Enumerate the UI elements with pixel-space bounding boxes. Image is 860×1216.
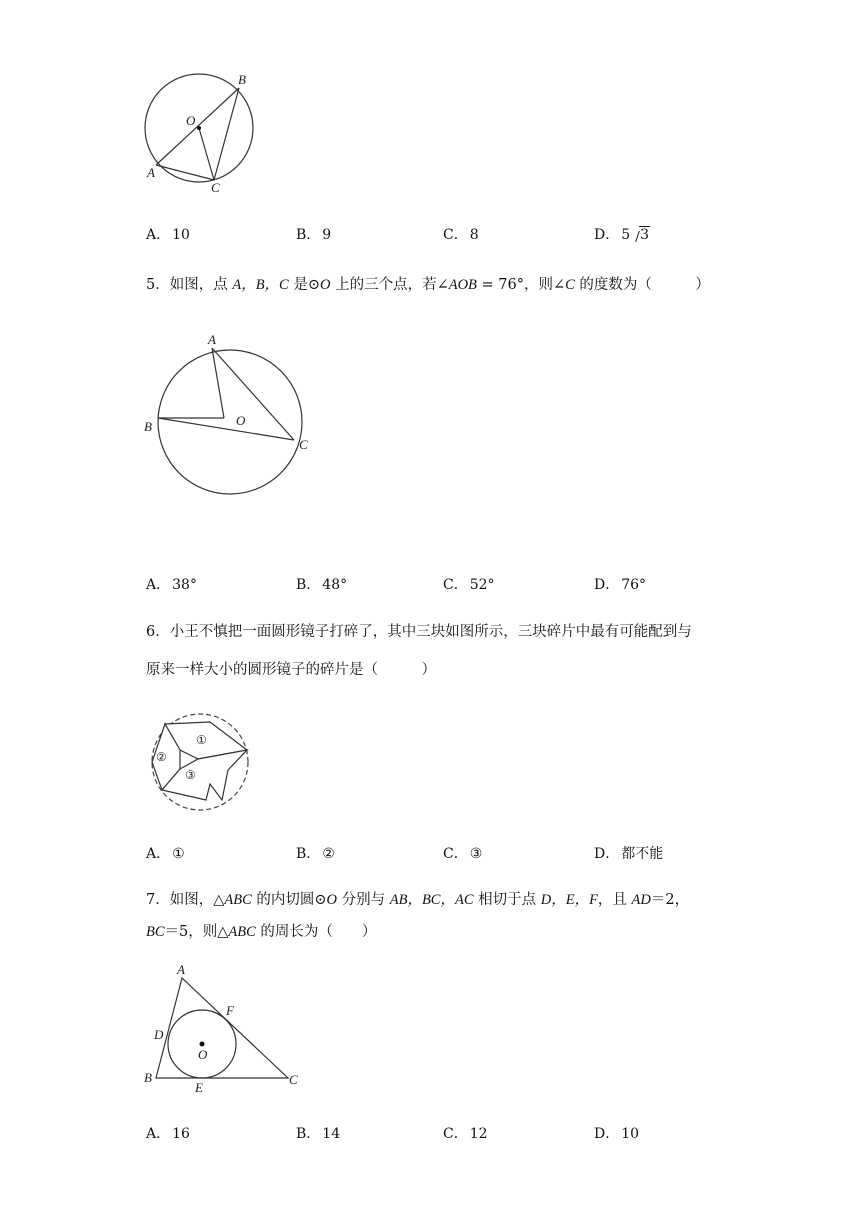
q4-segment-bc: [214, 88, 239, 180]
q7-label-a: A: [177, 962, 185, 977]
q7-option-a[interactable]: A． 16: [146, 1126, 190, 1142]
q7-stem-line1: 7．如图，△ABC 的内切圆⊙O 分别与 AB，BC，AC 相切于点 D，E，F，且 AD＝2，: [146, 892, 690, 908]
q7-figure: [140, 960, 310, 1100]
q4-option-b[interactable]: B． 9: [296, 227, 332, 243]
q6-label-3: ③: [185, 768, 196, 782]
q7-label-b: B: [144, 1070, 152, 1085]
q7-option-c[interactable]: C． 12: [443, 1126, 488, 1142]
q7-triangle: [156, 978, 288, 1078]
q5-label-a: A: [208, 332, 216, 347]
q4-segment-ac: [156, 165, 214, 180]
q6-option-c[interactable]: C． ③: [443, 846, 483, 862]
q5-label-o: O: [236, 413, 246, 428]
q6-option-d[interactable]: D． 都不能: [594, 846, 664, 862]
q7-label-e: E: [195, 1080, 203, 1095]
q7-label-o: O: [198, 1047, 208, 1062]
q5-label-b: B: [144, 419, 152, 434]
q4-options: [146, 224, 766, 244]
q5-figure: [140, 330, 320, 500]
q5-option-b[interactable]: B． 48°: [296, 577, 348, 593]
q5-segment-ac: [212, 348, 294, 440]
q4-label-a: A: [147, 165, 155, 180]
q7-label-c: C: [289, 1072, 298, 1087]
q4-label-o: O: [186, 113, 196, 128]
q4-option-c[interactable]: C． 8: [443, 227, 479, 243]
q4-figure: [140, 70, 260, 200]
q5-segment-bc: [158, 418, 294, 440]
q4-label-c: C: [211, 180, 220, 195]
q4-option-d[interactable]: D． 5 3: [594, 227, 650, 243]
q6-figure: [144, 712, 254, 816]
q6-options: [146, 843, 766, 863]
q6-stem-line1: 6．小王不慎把一面圆形镜子打碎了，其中三块如图所示，三块碎片中最有可能配到与: [146, 624, 692, 640]
q7-stem-line2: BC＝5，则△ABC 的周长为（ ）: [146, 924, 377, 940]
q5-option-d[interactable]: D． 76°: [594, 577, 647, 593]
q7-label-f: F: [226, 1003, 234, 1018]
q7-option-d[interactable]: D． 10: [594, 1126, 640, 1142]
q6-stem-line2: 原来一样大小的圆形镜子的碎片是（ ）: [146, 662, 436, 678]
q5-option-c[interactable]: C． 52°: [443, 577, 495, 593]
q5-option-a[interactable]: A． 38°: [146, 577, 197, 593]
sqrt-symbol: 3: [630, 227, 650, 243]
q6-label-1: ①: [196, 733, 207, 747]
q4-option-a[interactable]: A． 10: [146, 227, 190, 243]
q5-segment-oa: [212, 348, 224, 418]
q4-label-b: B: [238, 72, 246, 87]
q7-option-b[interactable]: B． 14: [296, 1126, 341, 1142]
q4-diameter-ab: [156, 88, 239, 165]
q6-option-b[interactable]: B． ②: [296, 846, 335, 862]
q5-stem: 5．如图，点 A，B，C 是⊙O 上的三个点，若∠AOB = 76°，则∠C 的度数为（ ）: [146, 277, 710, 293]
q6-option-a[interactable]: A． ①: [146, 846, 185, 862]
q4-center-dot: [197, 126, 201, 130]
q5-label-c: C: [299, 437, 308, 452]
q4-segment-oc: [199, 128, 214, 180]
q5-options: [146, 574, 766, 594]
q7-label-d: D: [154, 1027, 164, 1042]
q7-options: [146, 1123, 766, 1143]
q7-center-dot: [200, 1042, 205, 1047]
q6-label-2: ②: [156, 750, 167, 764]
